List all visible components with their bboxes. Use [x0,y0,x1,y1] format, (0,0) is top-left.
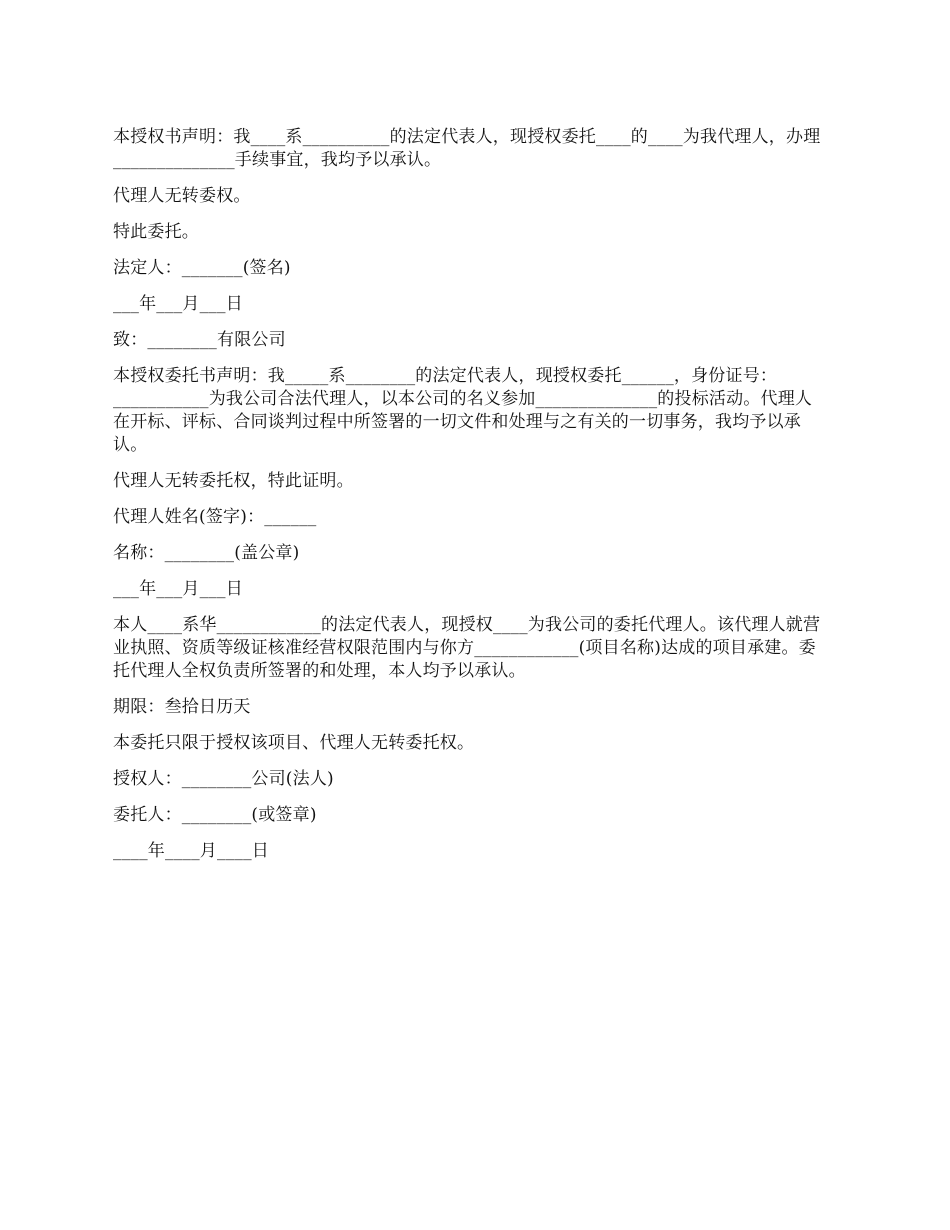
paragraph-grantor: 授权人：________公司(法人) [113,769,334,789]
paragraph-addressee: 致：________有限公司 [113,330,286,350]
paragraph-certification: 代理人无转委托权，特此证明。 [113,471,354,491]
paragraph-authorization-statement-3: 本人____系华____________的法定代表人，现授权____为我公司的委托代理人。该代理人就营业执照、资质等级证核准经营权限范围内与你方____________(项目名称)达成的项目承建。委托代理人全权负责所签署的和处理，本人均予以承认。 [113,615,821,681]
paragraph-hereby-entrust: 特此委托。 [113,222,199,242]
paragraph-authorization-statement-1: 本授权书声明：我____系__________的法定代表人，现授权委托____的____为我代理人，办理______________手续事宜，我均予以承认。 [113,127,821,170]
paragraph-date-1: ___年___月___日 [113,294,243,314]
paragraph-agent-name-signature: 代理人姓名(签字)：______ [113,507,317,527]
paragraph-term: 期限：叁拾日历天 [113,697,251,717]
paragraph-scope-limitation: 本委托只限于授权该项目、代理人无转委托权。 [113,733,475,753]
paragraph-company-name-seal: 名称：________(盖公章) [113,543,300,563]
paragraph-date-2: ___年___月___日 [113,579,243,599]
document-body [113,126,828,876]
paragraph-legal-person-signature: 法定人：_______(签名) [113,258,291,278]
paragraph-entrusted-party: 委托人：________(或签章) [113,805,317,825]
paragraph-authorization-statement-2: 本授权委托书声明：我_____系________的法定代表人，现授权委托______，身份证号：___________为我公司合法代理人，以本公司的名义参加______________的投标活动。代理人在开标、评标、合同谈判过程中所签署的一切文件和处理与之有关的一切事务，我均予以承认。 [113,366,813,455]
paragraph-date-3: ____年____月____日 [113,841,269,861]
paragraph-no-sub-delegation: 代理人无转委权。 [113,186,251,206]
